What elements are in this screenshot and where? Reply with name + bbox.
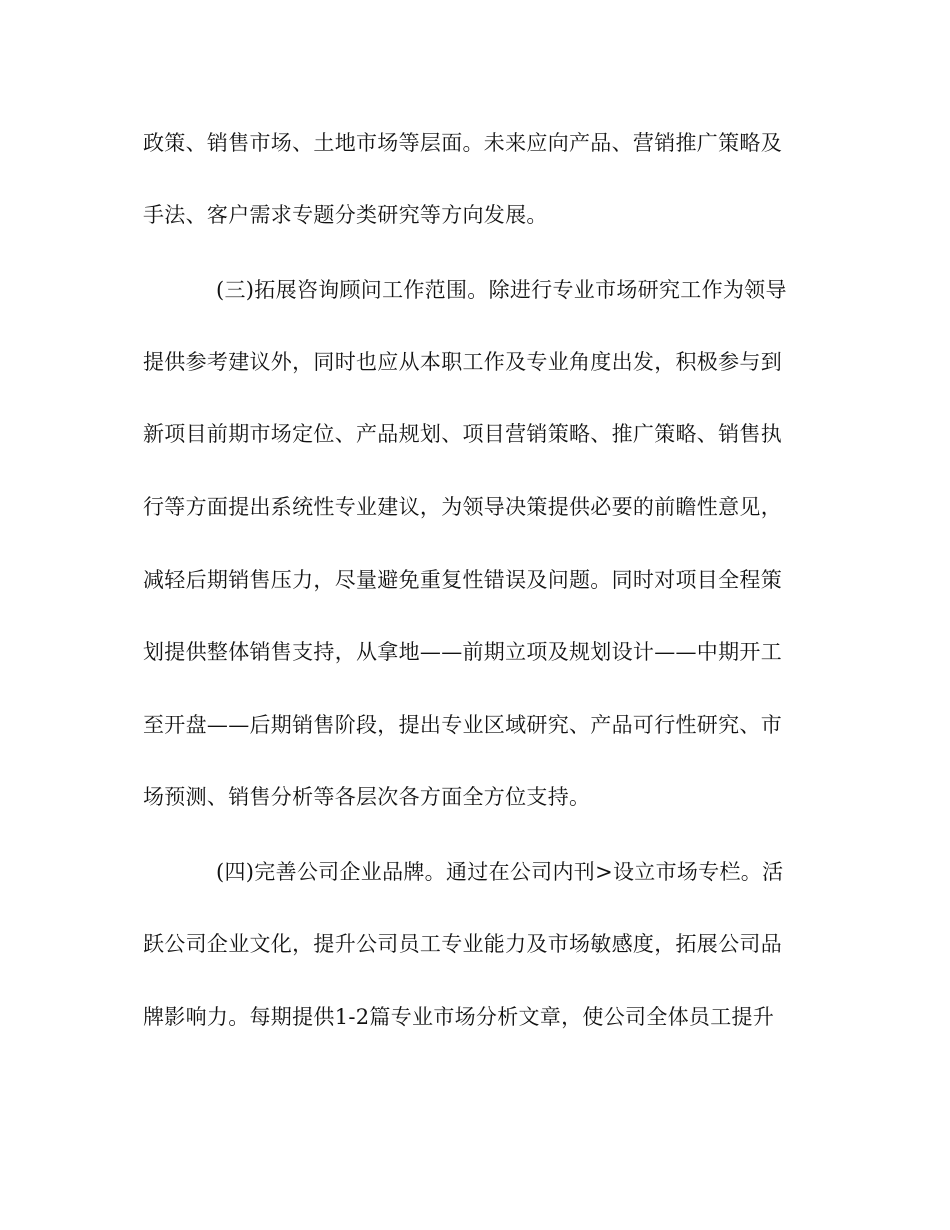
paragraph-3-line-1: (四)完善公司企业品牌。通过在公司内刊>设立市场专栏。活	[216, 860, 784, 884]
paragraph-2-line-8: 场预测、销售分析等各层次各方面全方位支持。	[143, 785, 591, 809]
paragraph-2-line-4: 行等方面提出系统性专业建议，为领导决策提供必要的前瞻性意见，	[143, 495, 782, 519]
paragraph-2-line-3: 新项目前期市场定位、产品规划、项目营销策略、推广策略、销售执	[143, 422, 782, 446]
paragraph-1-line-2: 手法、客户需求专题分类研究等方向发展。	[143, 203, 548, 227]
paragraph-2-line-1: (三)拓展咨询顾问工作范围。除进行专业市场研究工作为领导	[216, 278, 787, 302]
paragraph-3-line-2: 跃公司企业文化，提升公司员工专业能力及市场敏感度，拓展公司品	[143, 932, 782, 956]
paragraph-2-line-7: 至开盘——后期销售阶段，提出专业区域研究、产品可行性研究、市	[143, 713, 782, 737]
paragraph-3-line-3: 牌影响力。每期提供1-2篇专业市场分析文章，使公司全体员工提升	[143, 1005, 775, 1029]
paragraph-2-line-5: 减轻后期销售压力，尽量避免重复性错误及问题。同时对项目全程策	[143, 568, 782, 592]
paragraph-2-line-2: 提供参考建议外，同时也应从本职工作及专业角度出发，积极参与到	[143, 350, 782, 374]
paragraph-2-line-6: 划提供整体销售支持，从拿地——前期立项及规划设计——中期开工	[143, 640, 782, 664]
paragraph-1-line-1: 政策、销售市场、土地市场等层面。未来应向产品、营销推广策略及	[143, 131, 782, 155]
